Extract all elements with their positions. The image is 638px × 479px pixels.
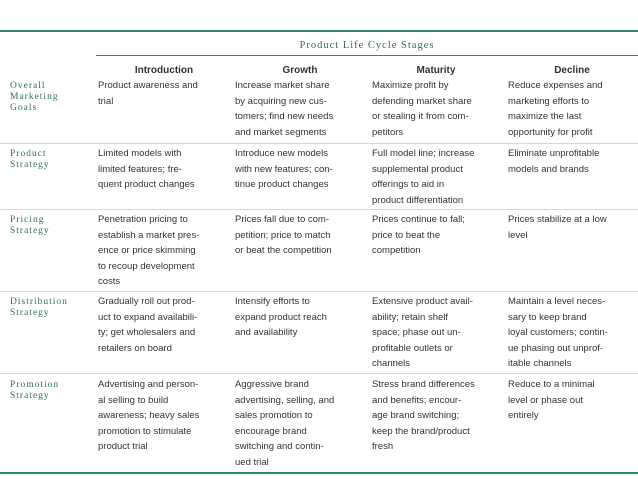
table-cell: Reduce to a minimal level or phase out entirely [508,379,595,421]
table-cell: Intensify efforts to expand product reach and availability [235,296,327,338]
title-rule [96,55,638,56]
table-cell: Maintain a level neces- sary to keep brand loyal customers; contin- ue phasing out unprof- itable channels [508,296,608,369]
row-divider [0,209,638,210]
row-divider [0,291,638,292]
table-cell: Prices continue to fall; price to beat the competition [372,214,465,256]
table-cell: Limited models with limited features; fre- quent product changes [98,148,195,190]
row-label-overall-marketing-goals: Overall Marketing Goals [10,81,59,113]
table-cell: Maximize profit by defending market share or stealing it from com- petitors [372,80,472,138]
table-cell: Stress brand differences and benefits; encour- age brand switching; keep the brand/product fresh [372,379,475,452]
table-cell: Product awareness and trial [98,80,198,107]
column-header-maturity: Maturity [416,65,456,76]
table-cell: Introduce new models with new features; con- tinue product changes [235,148,333,190]
table-title: Product Life Cycle Stages [299,40,435,51]
bottom-rule [0,472,638,474]
column-header-decline: Decline [554,65,590,76]
table-cell: Gradually roll out prod- uct to expand availabili- ty; get wholesalers and retailers on board [98,296,198,354]
row-divider [0,143,638,144]
table-cell: Advertising and person- al selling to build awareness; heavy sales promotion to stimulate product trial [98,379,200,452]
column-header-introduction: Introduction [134,65,194,76]
table-cell: Increase market share by acquiring new cus- tomers; find new needs and market segments [235,80,334,138]
table-cell: Full model line; increase supplemental product offerings to aid in product differentiation [372,148,475,206]
top-rule [0,30,638,32]
table-cell: Extensive product avail- ability; retain shelf space; phase out un- profitable outlets or channels [372,296,473,369]
column-header-growth: Growth [282,65,318,76]
row-divider [0,373,638,374]
table-cell: Prices fall due to com- petition; price to match or beat the competition [235,214,332,256]
row-label-product-strategy: Product Strategy [10,149,50,170]
table-cell: Eliminate unprofitable models and brands [508,148,600,175]
row-label-promotion-strategy: Promotion Strategy [10,380,60,401]
table-cell: Reduce expenses and marketing efforts to maximize the last opportunity for profit [508,80,603,138]
row-label-distribution-strategy: Distribution Strategy [10,297,68,318]
table-cell: Prices stabilize at a low level [508,214,607,241]
table-cell: Aggressive brand advertising, selling, and sales promotion to encourage brand switching and contin- ued trial [235,379,335,468]
table-cell: Penetration pricing to establish a market pres- ence or price skimming to recoup development costs [98,214,200,287]
row-label-pricing-strategy: Pricing Strategy [10,215,50,236]
